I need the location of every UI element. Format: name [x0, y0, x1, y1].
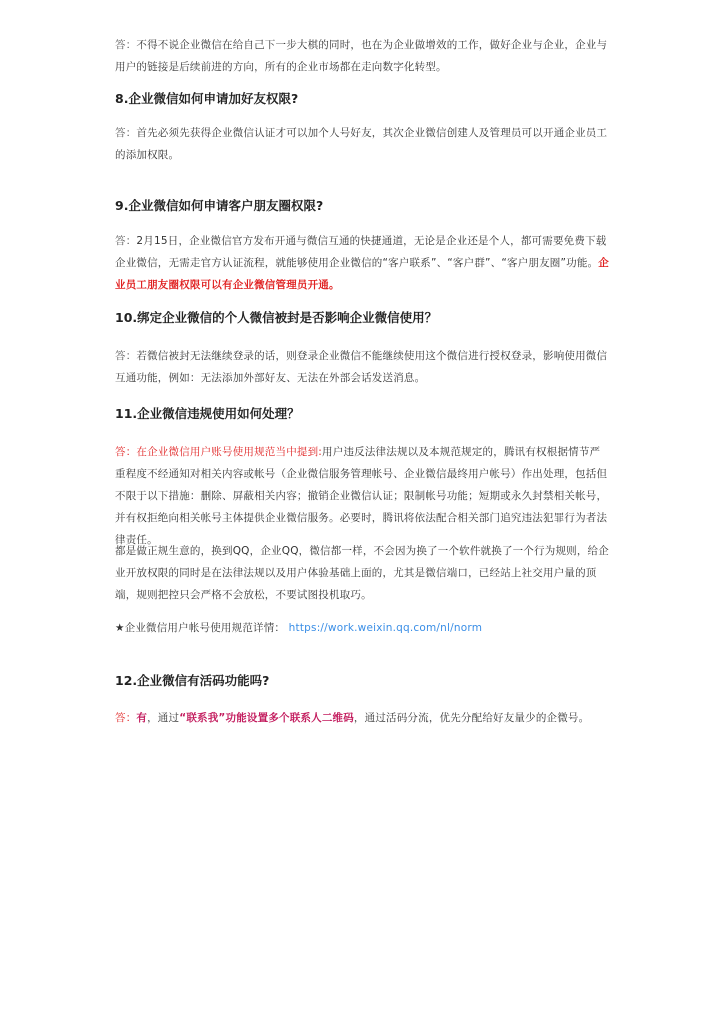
intro-text: 不得不说企业微信在给自己下一步大棋的同时，也在为企业做增效的工作，做好企业与企业，企业与用户的链接是后续前进的方向，所有的企业市场都在走向数字化转型。	[115, 39, 608, 73]
intro-paragraph	[115, 34, 610, 78]
answer-text: 用户违反法律法规以及本规范规定的，腾讯有权根据情节严重程度不经通知对相关内容或帐号（企业微信服务管理帐号、企业微信最终用户帐号）作出处理，包括但不限于以下措施：删除、屏蔽相关内容；撤销企业微信认证；限制帐号功能；短期或永久封禁相关帐号，并有权拒绝向相关帐号主体提供企业微信服务。必要时，腾讯将依法配合相关部门追究违法犯罪行为者法律责任。	[115, 446, 608, 546]
question-11-heading: 11.企业微信违规使用如何处理？	[115, 406, 300, 421]
question-11-answer	[115, 441, 610, 551]
answer-text: 若微信被封无法继续登录的话，则登录企业微信不能继续使用这个微信进行授权登录，影响使用微信互通功能，例如：无法添加外部好友、无法在外部会话发送消息。	[115, 350, 608, 384]
question-11-paragraph-2: 都是做正规生意的，换到QQ，企业QQ，微信都一样，不会因为换了一个软件就换了一个行为规则，给企业开放权限的同时是在法律法规以及用户体验基础上面的，尤其是微信端口，已经站上社交用户量的顶端，规则把控只会严格不会放松，不要试图投机取巧。	[115, 545, 609, 601]
answer-prefix: 答：	[115, 712, 137, 724]
mid-text: ，通过	[147, 712, 180, 724]
question-10-heading: 10.绑定企业微信的个人微信被封是否影响企业微信使用？	[115, 310, 438, 325]
answer-prefix: 答：	[115, 39, 137, 51]
feature-text: “联系我”功能设置多个联系人二维码	[179, 712, 354, 724]
question-12-heading: 12.企业微信有活码功能吗?	[115, 673, 270, 688]
answer-prefix: 答：	[115, 235, 137, 247]
norm-link[interactable]: https://work.weixin.qq.com/nl/norm	[288, 622, 483, 634]
question-9-answer	[115, 230, 610, 296]
question-12-answer	[115, 707, 610, 729]
red-lead-text: 在企业微信用户账号使用规范当中提到:	[136, 446, 323, 458]
rest-text: ，通过活码分流，优先分配给好友量少的企微号。	[353, 712, 590, 724]
yes-text: 有	[136, 712, 148, 724]
answer-prefix: 答：	[115, 446, 137, 458]
question-10-answer	[115, 345, 610, 389]
answer-prefix: 答：	[115, 350, 137, 362]
answer-text: 2月15日，企业微信官方发布开通与微信互通的快捷通道，无论是企业还是个人，都可需要免费下载企业微信，无需走官方认证流程，就能够使用企业微信的“客户联系”、“客户群”、“客户朋友圈”功能。	[115, 235, 607, 269]
question-9-heading: 9.企业微信如何申请客户朋友圈权限?	[115, 198, 324, 213]
highlight-text: 企业员工朋友圈权限可以有企业微信管理员开通。	[115, 257, 609, 291]
answer-prefix: 答：	[115, 127, 137, 139]
link-label: ★企业微信用户帐号使用规范详情：	[115, 622, 286, 634]
question-8-heading: 8.企业微信如何申请加好友权限?	[115, 91, 299, 106]
answer-text: 首先必须先获得企业微信认证才可以加个人号好友，其次企业微信创建人及管理员可以开通企业员工的添加权限。	[115, 127, 608, 161]
norm-link-line	[115, 617, 610, 639]
question-8-answer	[115, 122, 610, 166]
